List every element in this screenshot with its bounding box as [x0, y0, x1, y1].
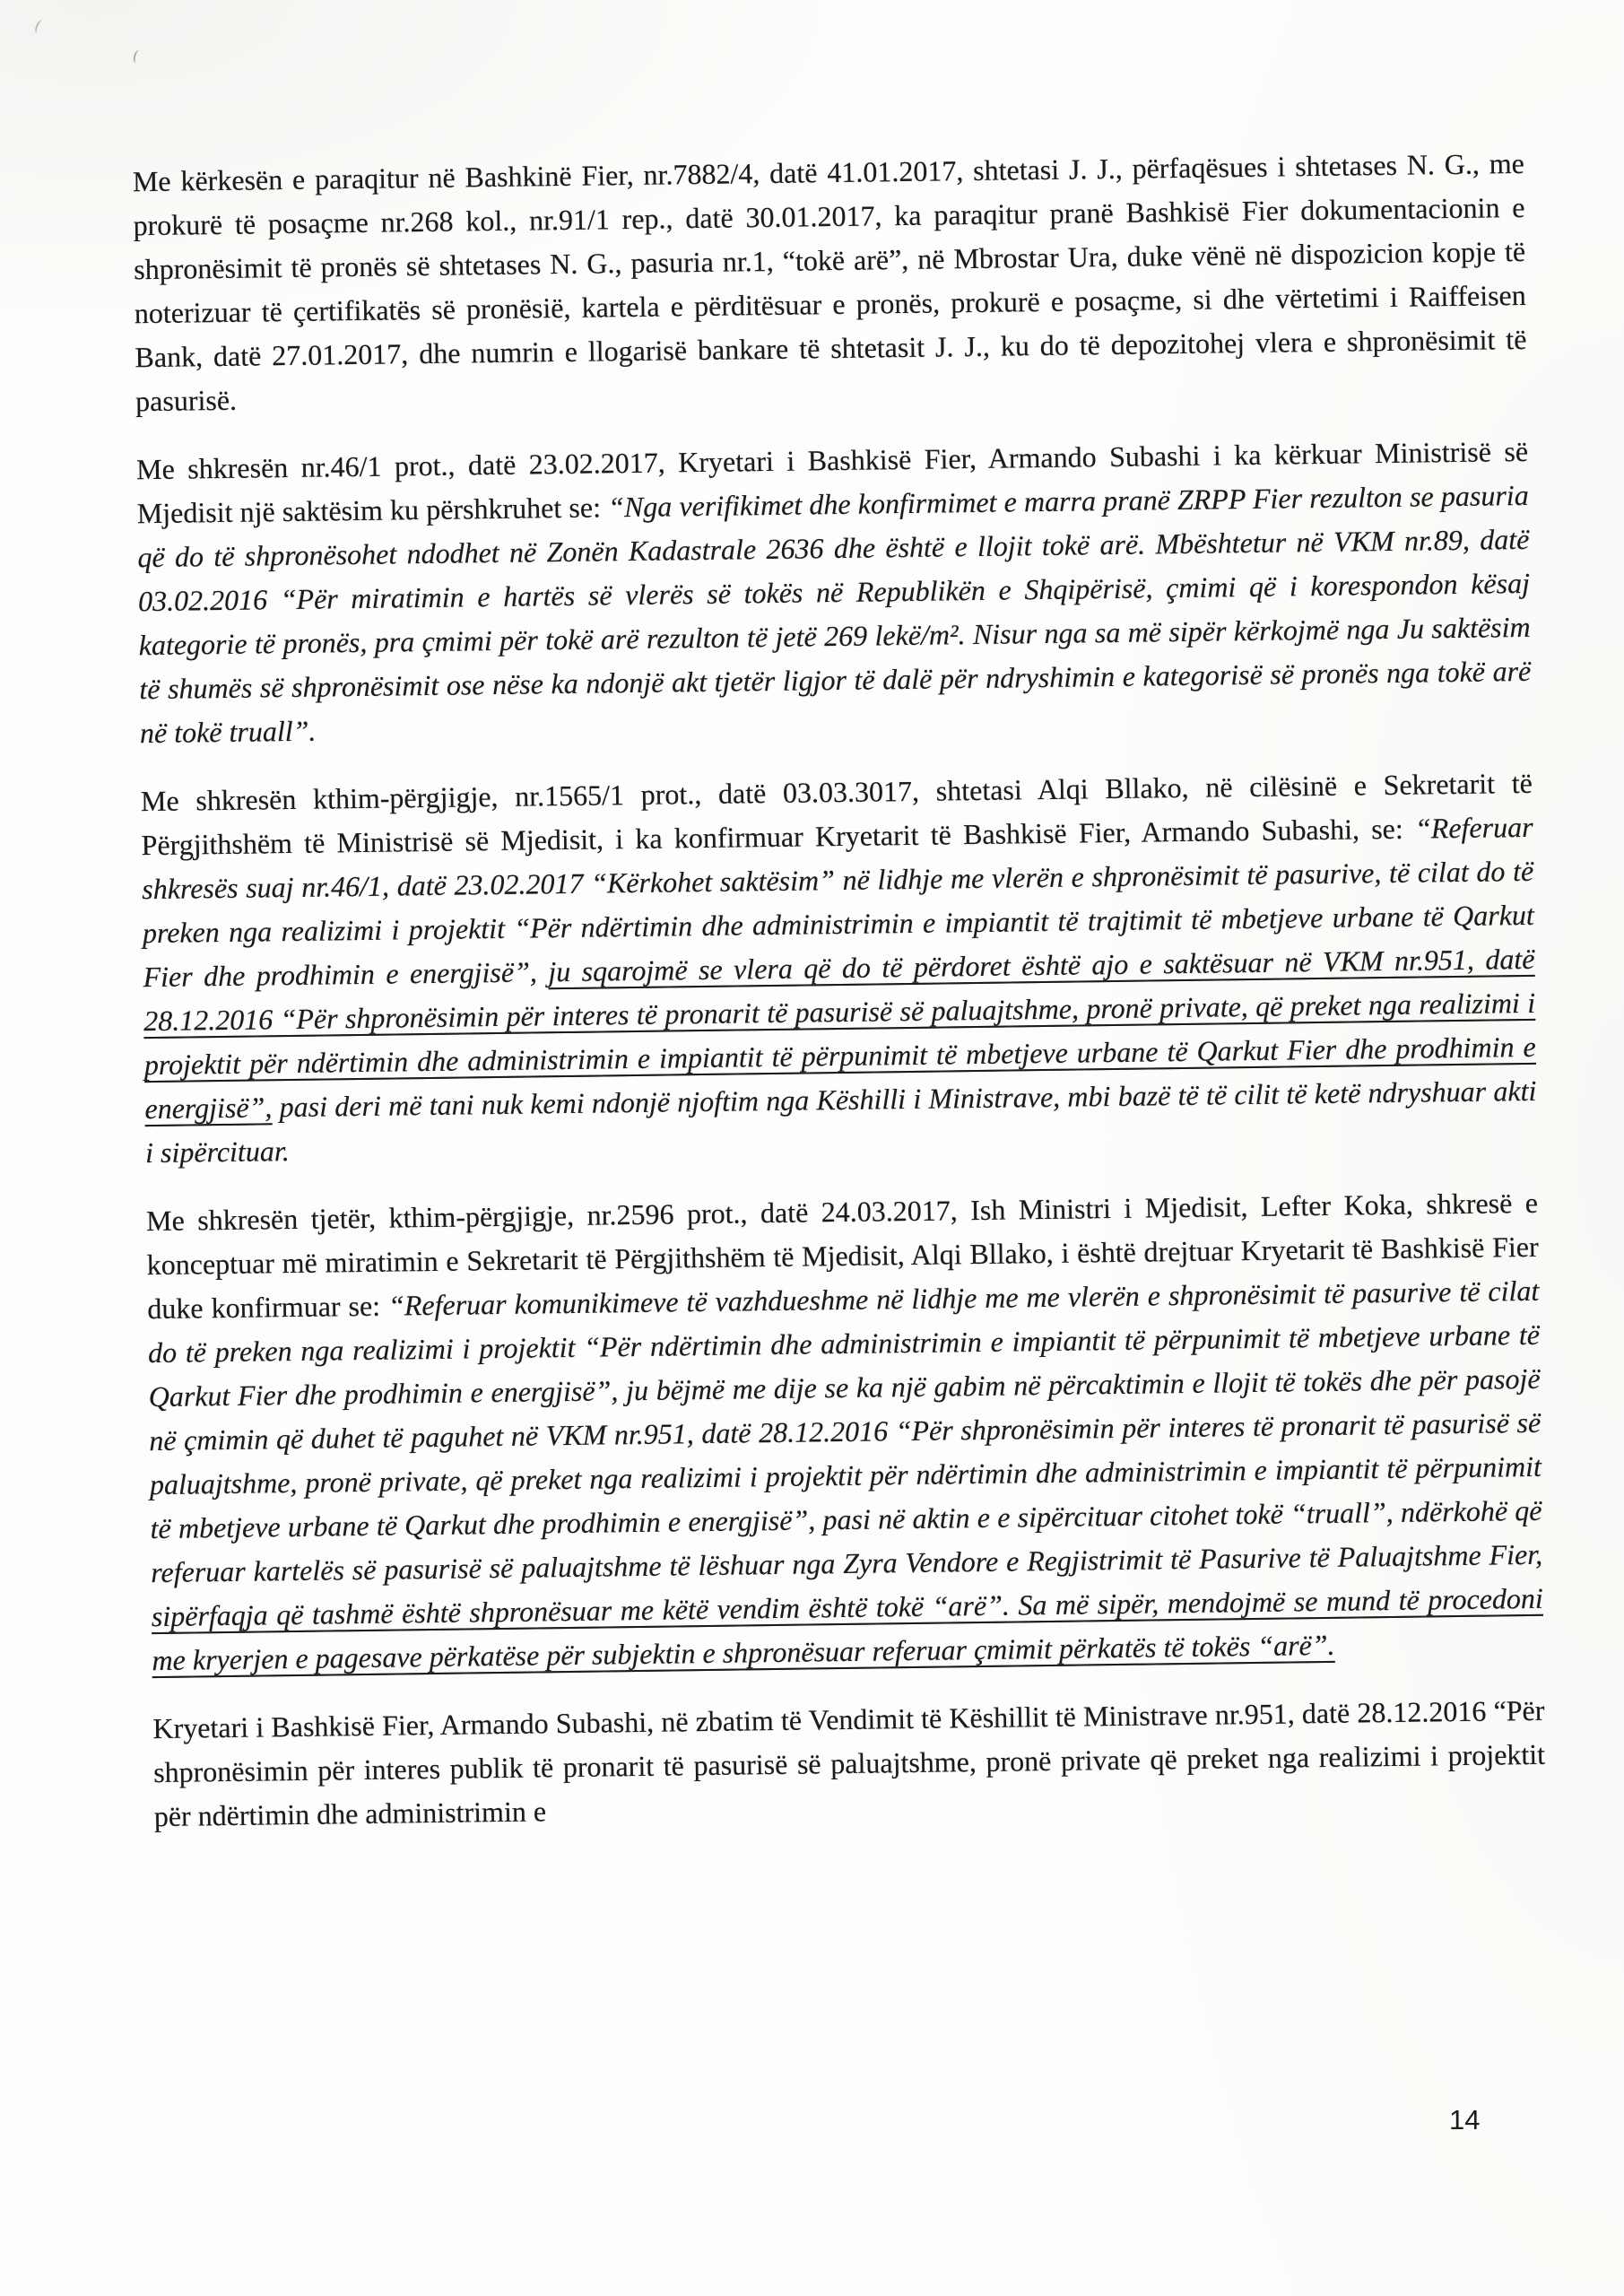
paragraph-text: Me kërkesën e paraqitur në Bashkinë Fier, nr.7882/4, datë 41.01.2017, shtetasi J. J., përfaqësues i shtetases N. G., me prokurë të posaçme nr.268 kol., nr.91/1 rep., datë 30.01.2017, ka paraqitur pranë Bashkisë Fier dokumentacionin e shpronësimit të pronës së shtetases N. G., pasuria nr.1, “tokë arë”, në Mbrostar Ura, duke vënë në dispozicion kopje të noterizuar të çertifikatës së pronësië, kartela e përditësuar e pronës, prokurë e posaçme, si dhe vërtetimi i Raiffeisen Bank, datë 27.01.2017, dhe numrin e llogarisë bankare të shtetasit J. J., ku do të depozitohej vlera e shpronësimit të pasurisë.	[132, 146, 1527, 418]
paragraph-reply-1565-1	[141, 761, 1538, 1175]
scan-speck-artifact	[132, 49, 143, 65]
scan-speck-artifact	[33, 19, 45, 35]
paragraph-text: Kryetari i Bashkisë Fier, Armando Subashi, në zbatim të Vendimit të Këshillit të Ministrave nr.951, datë 28.12.2016 “Për shpronësimin për interes publik të pronarit të pasurisë së paluajtshme, pronë private që preket nga realizimi i projektit për ndërtimin dhe administrimin e	[152, 1693, 1546, 1833]
quoted-italic-text: “Nga verifikimet dhe konfirmimet e marra pranë ZRPP Fier rezulton se pasuria që do të shpronësohet ndodhet në Zonën Kadastrale 2636 dhe është e llojit tokë arë. Mbështetur në VKM nr.89, datë 03.02.2016 “Për miratimin e hartës së vlerës së tokës në Republikën e Shqipërisë, çmimi që i korespondon kësaj kategorie të pronës, pra çmimi për tokë arë rezulton të jetë 269 lekë/m². Nisur nga sa më sipër kërkojmë nga Ju saktësim të shumës së shpronësimit ose nëse ka ndonjë akt tjetër ligjor të dalë për ndryshimin e kategorisë së pronës nga tokë arë në tokë truall”.	[137, 478, 1532, 750]
paragraph-letter-46-1	[136, 430, 1532, 755]
page-number: 14	[1449, 2104, 1481, 2135]
paragraph-lead-text: Me shkresën nr.46/1 prot., datë 23.02.2017, Kryetari i Bashkisë Fier, Armando Subashi i ka kërkuar Ministrisë së Mjedisit një saktësim ku përshkruhet se:	[135, 434, 1529, 530]
quoted-underlined-text: ju sqarojmë se vlera që do të përdoret është ajo e saktësuar në VKM nr.951, datë 28.12.2016 “Për shpronësimin për interes të pronarit të pasurisë së paluajtshme, pronë private, që preket nga realizimi i projektit për ndërtimin dhe administrimin e impiantit të përpunimit të mbetjeve urbane të Qarkut Fier dhe prodhimin e energjisë”,	[143, 942, 1536, 1126]
quoted-italic-text: “Referuar shkresës suaj nr.46/1, datë 23.02.2017 “Kërkohet saktësim” në lidhje me vlerën e shpronësimit të pasurive, të cilat do të preken nga realizimi i projektit “Për ndërtimin dhe administrimin e impiantit të trajtimit të mbetjeve urbane të Qarkut Fier dhe prodhimin e energjisë”,	[142, 810, 1535, 994]
quoted-underlined-text: sipërfaqja që tashmë është shpronësuar me këtë vendim është tokë “arë”. Sa më sipër, mendojmë se mund të procedoni me kryerjen e pagesave përkatëse për subjektin e shpronësuar referuar çmimit përkatës të tokës “arë”.	[151, 1581, 1543, 1677]
quoted-italic-text: pasi deri më tani nuk kemi ndonjë njoftim nga Këshilli i Ministrave, mbi bazë të të cilit të ketë ndryshuar akti i sipërcituar.	[144, 1074, 1537, 1170]
paragraph-request-submission	[133, 142, 1528, 423]
paragraph-lead-text: Me shkresën kthim-përgjigje, nr.1565/1 prot., datë 03.03.3017, shtetasi Alqi Bllako, në cilësinë e Sekretarit të Përgjithshëm të Ministrisë së Mjedisit, i ka konfirmuar Kryetarit të Bashkisë Fier, Armando Subashi, se:	[140, 766, 1533, 862]
paragraph-reply-2596	[146, 1181, 1544, 1683]
document-text-block	[133, 142, 1547, 1863]
paragraph-lead-text: Me shkresën tjetër, kthim-përgjigje, nr.2596 prot., datë 24.03.2017, Ish Ministri i Mjedisit, Lefter Koka, shkresë e konceptuar më miratimin e Sekretarit të Përgjithshëm të Mjedisit, Alqi Bllako, i është drejtuar Kryetarit të Bashkisë Fier duke konfirmuar se:	[145, 1186, 1539, 1326]
paragraph-mayor-implementation	[152, 1689, 1546, 1839]
quoted-italic-text: “Referuar komunikimeve të vazhdueshme në lidhje me me vlerën e shpronësimit të pasurive të cilat do të preken nga realizimi i projektit “Për ndërtimin dhe administrimin e impiantit të përpunimit të mbetjeve urbane të Qarkut Fier dhe prodhimin e energjisë”, ju bëjmë me dije se ka një gabim në përcaktimin e llojit të tokës dhe për pasojë në çmimin që duhet të paguhet në VKM nr.951, datë 28.12.2016 “Për shpronësimin për interes të pronarit të pasurisë së paluajtshme, pronë private, që preket nga realizimi i projektit për ndërtimin dhe administrimin e impiantit të përpunimit të mbetjeve urbane të Qarkut dhe prodhimin e energjisë”, pasi në aktin e e sipërcituar citohet tokë “truall”, ndërkohë që referuar kartelës së pasurisë së paluajtshme të lëshuar nga Zyra Vendore e Regjistrimit të Pasurive të Paluajtshme Fier,	[147, 1274, 1543, 1589]
